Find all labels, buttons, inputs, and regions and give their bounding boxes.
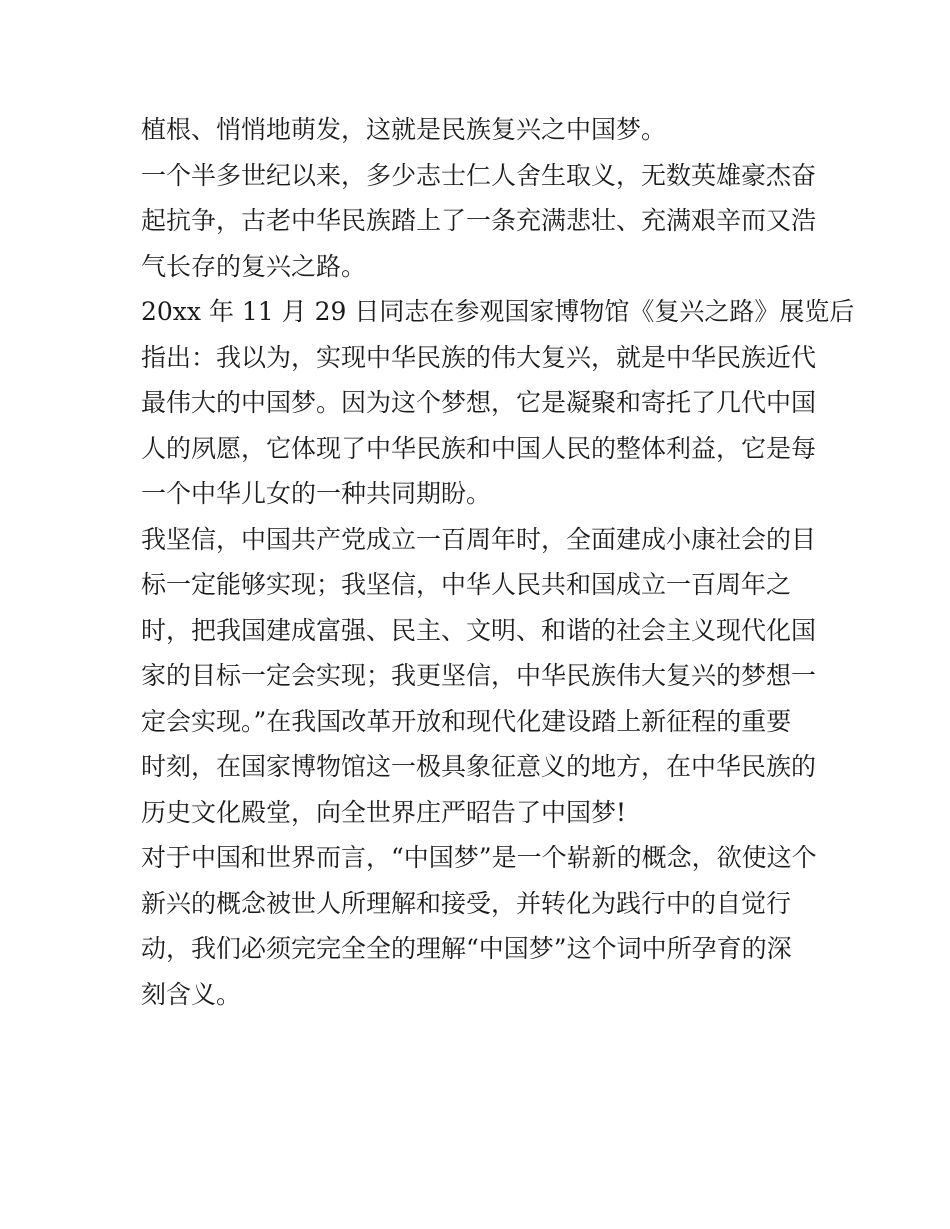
text-line: 时，把我国建成富强、民主、文明、和谐的社会主义现代化国: [141, 615, 817, 645]
text-line: 一个半多世纪以来，多少志士仁人舍生取义，无数英雄豪杰奋: [141, 160, 817, 190]
text-line: 刻含义。: [141, 979, 242, 1009]
paragraph-5: [141, 835, 821, 1017]
text-line: 最伟大的中国梦。因为这个梦想，它是凝聚和寄托了几代中国: [141, 388, 817, 417]
text-line: 一个中华儿女的一种共同期盼。: [141, 479, 492, 508]
text-line: 定会实现。”在我国改革开放和现代化建设踏上新征程的重要: [141, 706, 792, 736]
document-body: [141, 107, 855, 1017]
text-line: 对于中国和世界而言，“中国梦”是一个崭新的概念，欲使这个: [141, 843, 817, 872]
paragraph-1: [141, 107, 821, 153]
paragraph-2: [141, 153, 821, 290]
text-line: 我坚信，中国共产党成立一百周年时，全面建成小康社会的目: [141, 524, 817, 554]
text-line: 家的目标一定会实现；我更坚信，中华民族伟大复兴的梦想一: [141, 661, 817, 690]
text-line: 动，我们必须完完全全的理解“中国梦”这个词中所孕育的深: [141, 934, 792, 963]
text-line: 指出：我以为，实现中华民族的伟大复兴，就是中华民族近代: [141, 342, 817, 372]
text-line: 人的夙愿，它体现了中华民族和中国人民的整体利益，它是每: [141, 433, 817, 463]
text-line: 气长存的复兴之路。: [141, 251, 367, 281]
text-line: 20xx 年 11 月 29 日同志在参观国家博物馆《复兴之路》展览后: [141, 297, 855, 326]
text-line: 新兴的概念被世人所理解和接受，并转化为践行中的自觉行: [141, 888, 792, 918]
text-line: 历史文化殿堂，向全世界庄严昭告了中国梦!: [141, 797, 627, 827]
text-line: 标一定能够实现；我坚信，中华人民共和国成立一百周年之: [141, 570, 792, 599]
paragraph-3: [141, 289, 855, 517]
text-line: 时刻，在国家博物馆这一极具象征意义的地方，在中华民族的: [141, 752, 817, 781]
text-line: 植根、悄悄地萌发，这就是民族复兴之中国梦。: [141, 115, 667, 144]
paragraph-4: [141, 517, 821, 836]
text-line: 起抗争，古老中华民族踏上了一条充满悲壮、充满艰辛而又浩: [141, 206, 817, 235]
